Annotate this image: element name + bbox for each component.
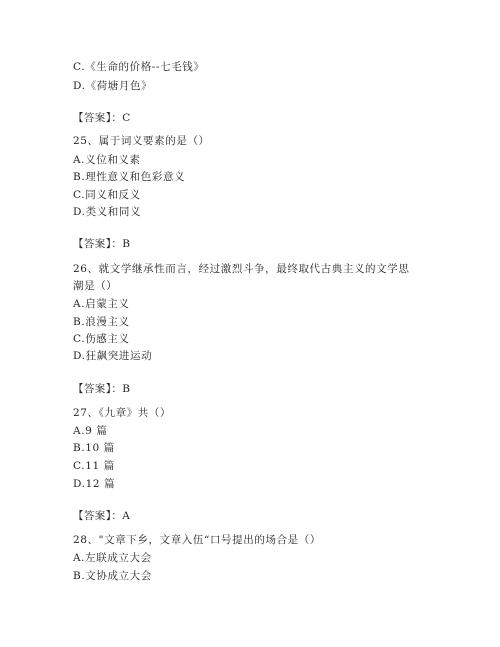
question-25: 25、属于词义要素的是（）	[73, 135, 210, 147]
answer-q25: 【答案】：B	[73, 238, 131, 250]
option-b-q26: B.浪漫主义	[73, 316, 130, 328]
option-d-q24: D.《荷塘月色》	[73, 80, 153, 92]
question-27: 27、《九章》共（）	[73, 407, 172, 419]
option-d-q26: D.狂飙突进运动	[73, 350, 153, 362]
option-a-q26: A.启蒙主义	[73, 298, 130, 310]
answer-q27: 【答案】：A	[73, 510, 131, 522]
answer-q24: 【答案】：C	[73, 112, 131, 124]
option-b-q28: B.文协成立大会	[73, 570, 152, 582]
option-a-q27: A.9 篇	[73, 425, 108, 437]
question-26-line2: 潮是（）	[73, 280, 118, 292]
option-b-q27: B.10 篇	[73, 442, 115, 454]
option-a-q25: A.义位和义素	[73, 154, 141, 166]
option-b-q25: B.理性意义和色彩意义	[73, 171, 186, 183]
option-d-q27: D.12 篇	[73, 478, 116, 490]
option-d-q25: D.类义和同义	[73, 206, 142, 218]
option-c-q24: C.《生命的价格--七毛钱》	[73, 61, 205, 73]
question-26-line1: 26、就文学继承性而言，经过激烈斗争，最终取代古典主义的文学思	[73, 263, 410, 275]
question-28: 28、"文章下乡，文章入伍“口号提出的场合是（）	[73, 534, 321, 546]
option-c-q27: C.11 篇	[73, 460, 115, 472]
option-c-q25: C.同义和反义	[73, 189, 141, 201]
answer-q26: 【答案】：B	[73, 383, 131, 395]
option-c-q26: C.伤感主义	[73, 333, 130, 345]
option-a-q28: A.左联成立大会	[73, 552, 152, 564]
